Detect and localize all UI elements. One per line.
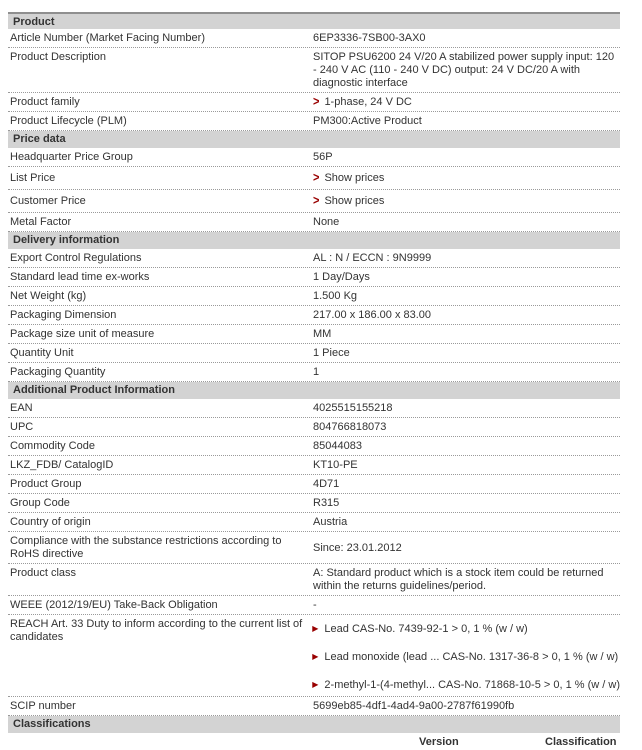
row-scip-number bbox=[8, 697, 620, 716]
link-label[interactable]: Show prices bbox=[324, 172, 385, 184]
row-lkz-fdb-catalogid bbox=[8, 456, 620, 475]
reach-substance-text: Lead CAS-No. 7439-92-1 > 0, 1 % (w / w) bbox=[324, 623, 528, 635]
row-package-size-unit bbox=[8, 325, 620, 344]
row-article-number bbox=[8, 29, 620, 48]
row-value: MM bbox=[313, 328, 332, 340]
row-label: UPC bbox=[10, 421, 34, 433]
section-header-product: Product bbox=[8, 12, 620, 29]
triangle-right-icon: ▶ bbox=[312, 624, 319, 633]
row-value: 1 Day/Days bbox=[313, 271, 370, 283]
row-label: Group Code bbox=[10, 497, 70, 509]
row-value: None bbox=[313, 216, 340, 228]
classifications-col-version: Version bbox=[419, 736, 459, 748]
row-label: Country of origin bbox=[10, 516, 91, 528]
row-group-code bbox=[8, 494, 620, 513]
row-value: 804766818073 bbox=[313, 421, 387, 433]
row-reach-art33 bbox=[8, 615, 620, 697]
row-label: Net Weight (kg) bbox=[10, 290, 87, 302]
row-value: KT10-PE bbox=[313, 459, 358, 471]
row-label: Product family bbox=[10, 96, 80, 108]
row-value: 217.00 x 186.00 x 83.00 bbox=[313, 309, 432, 321]
row-label: Packaging Quantity bbox=[10, 366, 106, 378]
row-label: Export Control Regulations bbox=[10, 252, 142, 264]
row-value: 56P bbox=[313, 151, 333, 163]
row-label: Product Lifecycle (PLM) bbox=[10, 115, 127, 127]
row-value: SITOP PSU6200 24 V/20 A stabilized power supply input: 120 - 240 V AC (110 - 240 V DC) output: 24 V DC/20 A with diagnostic interface bbox=[313, 51, 615, 89]
section-header-additional-info: Additional Product Information bbox=[8, 382, 620, 399]
row-label: WEEE (2012/19/EU) Take-Back Obligation bbox=[10, 599, 218, 611]
triangle-right-icon: ▶ bbox=[312, 652, 319, 661]
row-export-control bbox=[8, 249, 620, 268]
row-net-weight bbox=[8, 287, 620, 306]
row-product-class bbox=[8, 564, 620, 596]
row-label: Quantity Unit bbox=[10, 347, 74, 359]
row-label: Package size unit of measure bbox=[10, 328, 155, 340]
row-rohs-compliance bbox=[8, 532, 620, 564]
row-metal-factor bbox=[8, 213, 620, 232]
row-value: AL : N / ECCN : 9N9999 bbox=[313, 252, 432, 264]
row-label: SCIP number bbox=[10, 700, 76, 712]
row-label: Metal Factor bbox=[10, 216, 72, 228]
section-header-classifications: Classifications bbox=[8, 716, 620, 733]
row-label: EAN bbox=[10, 402, 33, 414]
row-hq-price-group bbox=[8, 148, 620, 167]
show-prices-link[interactable] bbox=[313, 195, 620, 208]
classifications-table-header bbox=[8, 733, 620, 747]
row-value: R315 bbox=[313, 497, 340, 509]
section-header-price-data: Price data bbox=[8, 131, 620, 148]
row-product-lifecycle bbox=[8, 112, 620, 131]
row-label: Compliance with the substance restrictions according to RoHS directive bbox=[10, 535, 282, 560]
row-label: Product Description bbox=[10, 51, 106, 63]
triangle-right-icon: ▶ bbox=[312, 680, 319, 689]
row-value: Austria bbox=[313, 516, 348, 528]
row-commodity-code bbox=[8, 437, 620, 456]
row-value: 85044083 bbox=[313, 440, 362, 452]
row-quantity-unit bbox=[8, 344, 620, 363]
reach-substance-text: Lead monoxide (lead ... CAS-No. 1317-36-8 > 0, 1 % (w / w) bbox=[324, 651, 619, 663]
row-value: 1.500 Kg bbox=[313, 290, 358, 302]
row-label: Product class bbox=[10, 567, 77, 579]
row-label: Packaging Dimension bbox=[10, 309, 117, 321]
row-lead-time bbox=[8, 268, 620, 287]
row-label: Product Group bbox=[10, 478, 82, 490]
row-value: 5699eb85-4df1-4ad4-9a00-2787f61990fb bbox=[313, 700, 515, 712]
row-packaging-quantity bbox=[8, 363, 620, 382]
row-value: 1 Piece bbox=[313, 347, 350, 359]
row-value: 6EP3336-7SB00-3AX0 bbox=[313, 32, 426, 44]
show-prices-link[interactable] bbox=[313, 172, 620, 185]
row-value: 4025515155218 bbox=[313, 402, 393, 414]
reach-substance-item bbox=[312, 622, 620, 636]
product-data-table bbox=[8, 12, 620, 747]
row-label: Headquarter Price Group bbox=[10, 151, 133, 163]
row-value: 4D71 bbox=[313, 478, 340, 490]
section-header-delivery: Delivery information bbox=[8, 232, 620, 249]
row-list-price bbox=[8, 167, 620, 190]
reach-substance-item bbox=[312, 678, 620, 692]
row-value: - bbox=[313, 599, 317, 611]
row-label: Article Number (Market Facing Number) bbox=[10, 32, 205, 44]
row-label: REACH Art. 33 Duty to inform according to the current list of candidates bbox=[10, 618, 303, 643]
classifications-col-classification: Classification bbox=[545, 736, 617, 748]
row-product-description bbox=[8, 48, 620, 93]
row-value: PM300:Active Product bbox=[313, 115, 422, 127]
row-ean bbox=[8, 399, 620, 418]
row-value: A: Standard product which is a stock item could be returned within the returns guidelines/period. bbox=[313, 567, 604, 592]
chevron-right-icon: > bbox=[313, 194, 320, 208]
reach-substance-text: 2-methyl-1-(4-methyl... CAS-No. 71868-10-5 > 0, 1 % (w / w) bbox=[324, 679, 620, 691]
link-label[interactable]: Show prices bbox=[324, 195, 385, 207]
reach-substance-item bbox=[312, 650, 620, 664]
chevron-right-icon: > bbox=[313, 171, 320, 185]
row-product-family bbox=[8, 93, 620, 112]
row-customer-price bbox=[8, 190, 620, 213]
chevron-right-icon: > bbox=[313, 95, 320, 109]
row-label: LKZ_FDB/ CatalogID bbox=[10, 459, 114, 471]
row-label: Commodity Code bbox=[10, 440, 95, 452]
row-label: Customer Price bbox=[10, 195, 86, 207]
row-upc bbox=[8, 418, 620, 437]
row-label: List Price bbox=[10, 172, 56, 184]
row-label: Standard lead time ex-works bbox=[10, 271, 150, 283]
row-packaging-dimension bbox=[8, 306, 620, 325]
row-product-group bbox=[8, 475, 620, 494]
product-family-link[interactable] bbox=[313, 96, 620, 109]
row-country-of-origin bbox=[8, 513, 620, 532]
row-value: Since: 23.01.2012 bbox=[313, 541, 402, 554]
row-weee-obligation bbox=[8, 596, 620, 615]
row-value: 1 bbox=[313, 366, 320, 378]
reach-substance-list bbox=[312, 618, 620, 694]
link-label[interactable]: 1-phase, 24 V DC bbox=[324, 96, 412, 108]
